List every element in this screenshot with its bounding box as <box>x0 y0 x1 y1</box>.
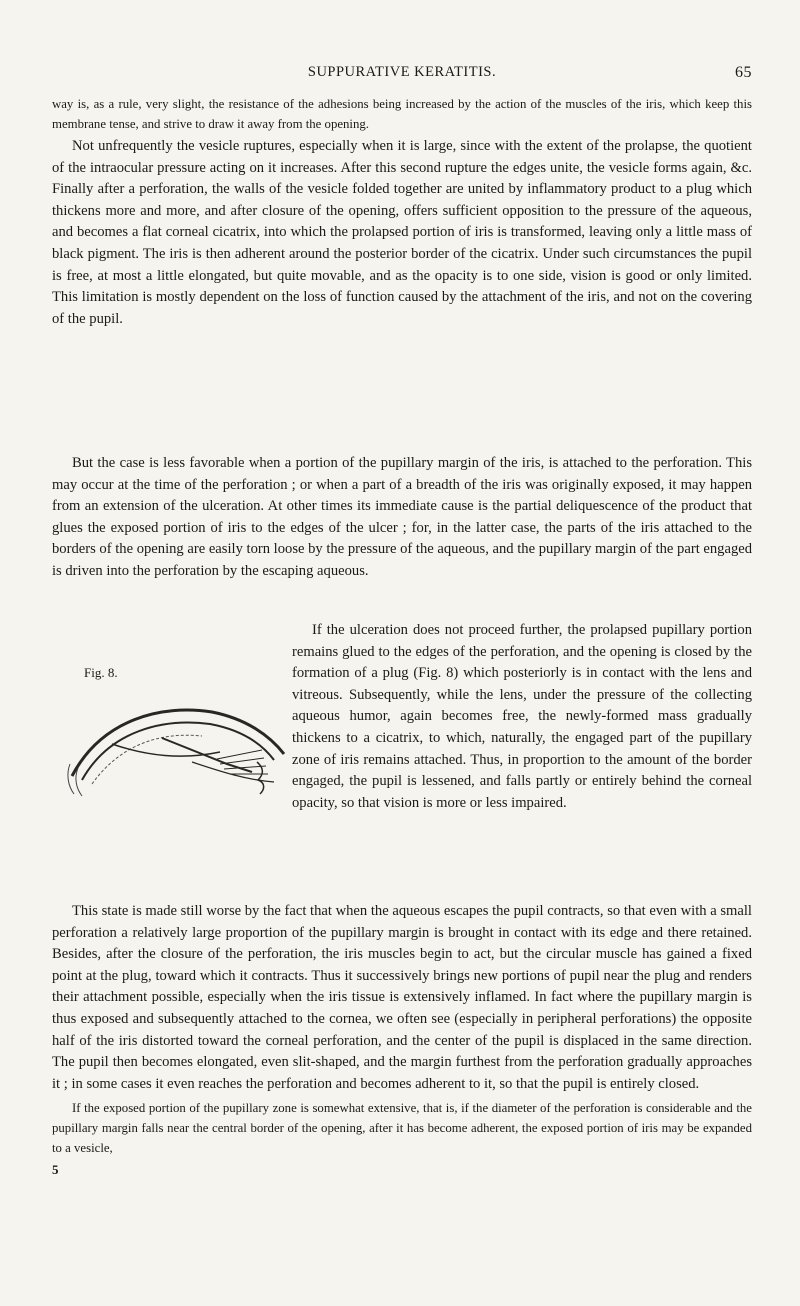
cornea-hatching <box>92 735 202 784</box>
running-head <box>52 64 752 86</box>
figure-wrap-section <box>52 620 752 814</box>
running-title: SUPPURATIVE KERATITIS. <box>307 64 497 80</box>
paragraph-vesicle-rupture: Not unfrequently the vesicle ruptures, especially when it is large, since with the extent of the prolapse, the quotient of the intraocular pressure acting on it increases. After this second rupture the edges unite, the vesicle forms again, &c. Finally after a perforation, the walls of the vesicle folded together are united by inflammatory product to a plug which thickens more and more, and after closure of the opening, offers sufficient opposition to the pressure of the aqueous, and becomes a flat corneal cicatrix, into which the prolapsed portion of iris is transformed, leaving only a little mass of black pigment. The iris is then adherent around the posterior border of the cicatrix. Under such circumstances the pupil is free, at most a little elongated, but quite movable, and as the opacity is to one side, vision is good or only limited. This limitation is mostly dependent on the loss of function caused by the attachment of the iris, and not on the covering of the pupil. <box>52 138 752 327</box>
cornea-outer-line <box>72 710 284 776</box>
page-number: 65 <box>735 64 752 81</box>
paragraph-pupil-closure: This state is made still worse by the fact that when the aqueous escapes the pupil contracts, so that even with a small perforation a relatively large proportion of the pupillary margin is brought in contact with its edge and there retained. Besides, after the closure of the perforation, the iris muscles begin to act, but the circular muscle has gained a fixed point at the plug, toward which it contracts. Thus it successively brings new portions of pupil near the plug and renders their attachment possible, especially when the iris tissue is extensively inflamed. In fact where the pupillary margin is thus exposed and subsequently attached to the cornea, we often see (especially in peripheral perforations) the opposite half of the iris distorted toward the corneal perforation, and the center of the pupil is displaced in the same direction. The pupil then becomes elongated, even slit-shaped, and the margin furthest from the perforation gradually approaches it ; in some cases it even reaches the perforation and becomes adherent to it, so that the pupil is entirely closed. <box>52 903 752 1092</box>
figure-label: Fig. 8. <box>84 665 118 680</box>
paragraph-continuation: way is, as a rule, very slight, the resistance of the adhesions being increased by the action of the muscles of the iris, which keep this membrane tense, and strive to draw it away from the opening. <box>52 97 752 131</box>
cornea-plug-illustration <box>52 664 290 814</box>
paragraph-pupillary-margin: But the case is less favorable when a portion of the pupillary margin of the iris, is attached to the perforation. This may occur at the time of the perforation ; or when a part of a breadth of the iris was originally exposed, it may happen from an extension of the ulceration. At other times its immediate cause is the partial deliquescence of the product that glues the exposed portion of iris to the edges of the ulcer ; for, in the latter case, the parts of the iris attached to the borders of the opening are easily torn loose by the pressure of the aqueous, and the pupillary margin of the part engaged is driven into the perforation by the escaping aqueous. <box>52 455 753 579</box>
figure-8 <box>52 664 290 814</box>
signature-mark: 5 <box>52 1162 59 1177</box>
paragraph-plug-formation: If the ulceration does not proceed further, the prolapsed pupillary portion remains glued to the edges of the perforation, and the opening is closed by the formation of a plug (Fig. 8) which posteriorly is in contact with the lens and vitreous. Subsequently, while the lens, under the pressure of the collecting aqueous humor, again becomes free, the newly-formed mass gradually thickens to a cicatrix, to which, naturally, the engaged part of the pupillary zone of iris remains attached. Thus, in proportion to the amount of the border engaged, the pupil is lessened, and falls partly or entirely behind the corneal opacity, so that vision is more or less impaired. <box>292 622 752 811</box>
paragraph-vesicle-expansion: If the exposed portion of the pupillary zone is somewhat extensive, that is, if the diameter of the perforation is considerable and the pupillary margin falls near the central border of the opening, after it has become adherent, the exposed portion of iris may be expanded to a vesicle, <box>52 1101 752 1155</box>
